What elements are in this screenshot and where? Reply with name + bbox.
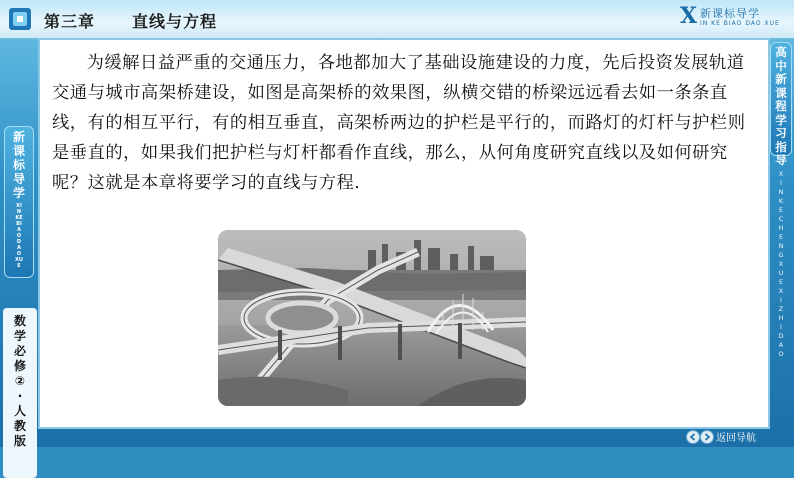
slide-footer xyxy=(680,426,790,446)
left-rail-series xyxy=(6,130,32,269)
right-rail-badge xyxy=(770,42,792,167)
arrow-left-icon xyxy=(687,431,699,443)
arrow-right-icon xyxy=(701,431,713,443)
prev-button[interactable] xyxy=(686,430,700,444)
right-rail xyxy=(766,38,794,447)
right-rail-en-text: XIN KE CHENG XUE XI ZHI DAO xyxy=(778,170,784,358)
overpass-photo xyxy=(218,230,526,406)
next-button[interactable] xyxy=(700,430,714,444)
logo-letter: X xyxy=(680,3,698,29)
logo-cn-text: 新课标导学 xyxy=(700,7,760,20)
publisher-logo xyxy=(680,3,780,35)
slide-header xyxy=(0,0,794,40)
back-to-nav-link[interactable]: 返回导航 xyxy=(716,433,756,444)
left-rail-series-en: XIN KE BIAO DAO XUE xyxy=(15,203,23,269)
chapter-topic: 直线与方程 xyxy=(132,12,218,31)
chapter-bullet-icon xyxy=(8,7,32,31)
left-rail-subject xyxy=(3,308,37,478)
content-panel xyxy=(38,38,770,429)
left-rail-series-cn: 新课标导学 xyxy=(12,130,25,200)
intro-paragraph: 为缓解日益严重的交通压力，各地都加大了基础设施建设的力度，先后投资发展轨道交通与城市高架桥建设，如图是高架桥的效果图，纵横交错的桥梁远远看去如一条条直线，有的相互平行，有的相互垂直，高架桥两边的护栏是平行的，而路灯的灯杆与护栏则是垂直的，如果我们把护栏与灯杆都看作直线，那么，从何角度研究直线以及如何研究呢？这就是本章将要学习的直线与方程. xyxy=(52,53,746,193)
logo-en-text: IN KE BIAO DAO XUE xyxy=(700,20,780,27)
right-rail-label: 高中新课程学习指导 xyxy=(775,45,787,167)
right-rail-label-en xyxy=(772,170,790,358)
left-rail xyxy=(0,38,38,447)
left-rail-subject-text: 数学必修②·人教版 xyxy=(13,314,26,448)
chapter-number: 第三章 xyxy=(44,12,96,31)
